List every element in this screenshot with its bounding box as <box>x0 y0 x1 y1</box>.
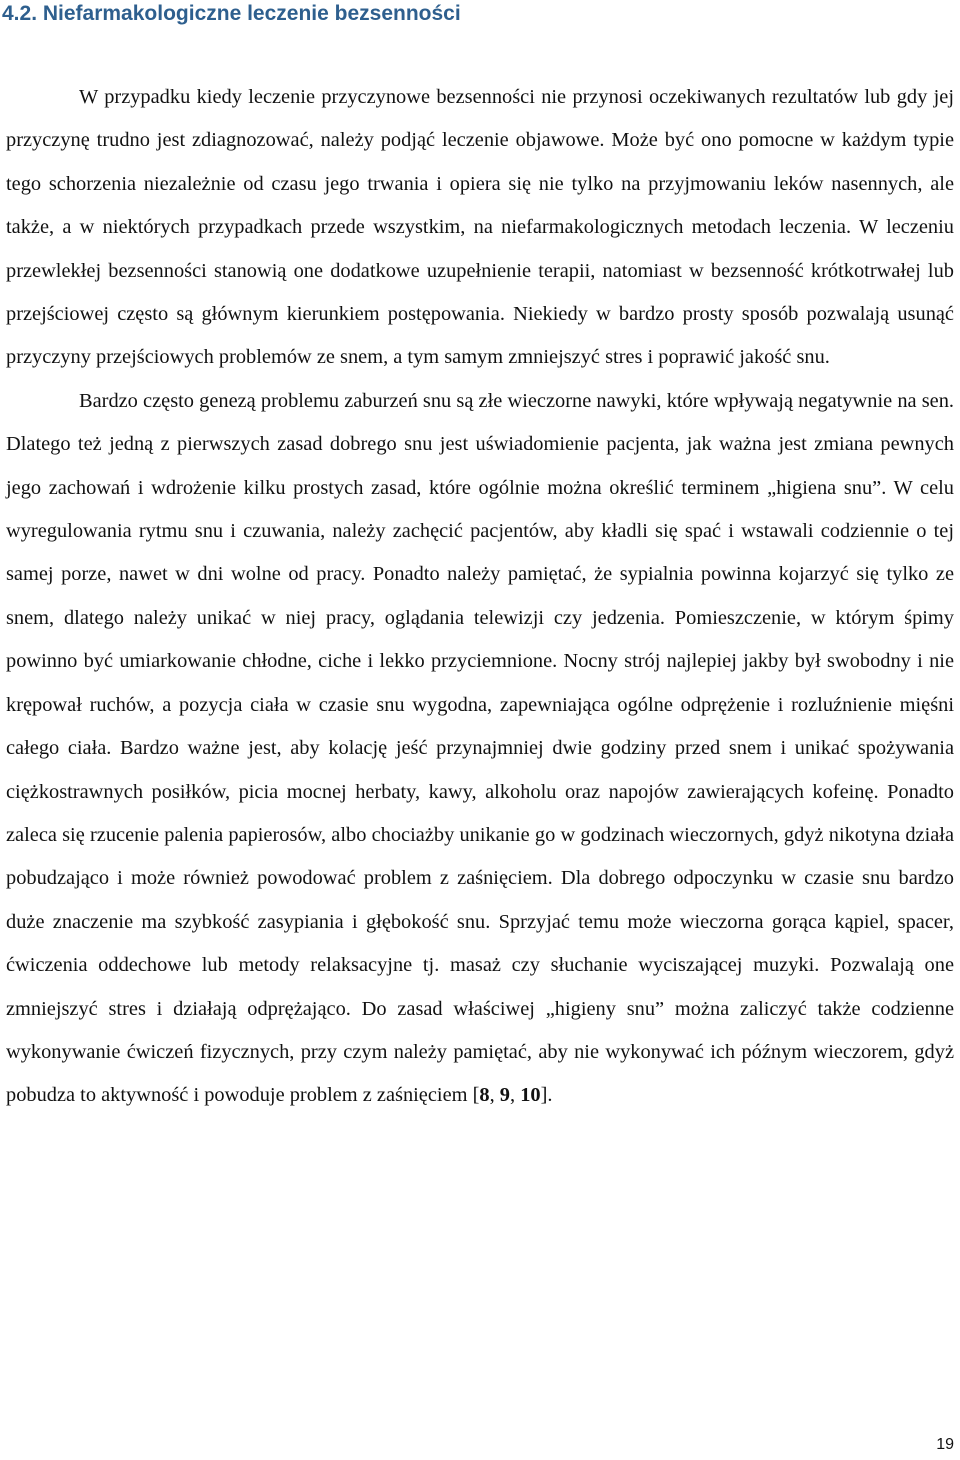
citation-ref-9: 9 <box>499 1084 510 1107</box>
section-body <box>6 76 954 1118</box>
citation-ref-8: 8 <box>479 1084 490 1107</box>
paragraph-1: W przypadku kiedy leczenie przyczynowe bezsenności nie przynosi oczekiwanych rezultatów lub gdy jej przyczynę trudno jest zdiagnozować, należy podjąć leczenie objawowe. Może być ono pomocne w każdym typie tego schorzenia niezależnie od czasu jego trwania i opiera się nie tylko na przyjmowaniu leków nasennych, ale także, a w niektórych przypadkach przede wszystkim, na niefarmakologicznych metodach leczenia. W leczeniu przewlekłej bezsenności stanowią one dodatkowe uzupełnienie terapii, natomiast w bezsenność krótkotrwałej lub przejściowej często są głównym kierunkiem postępowania. Niekiedy w bardzo prosty sposób pozwalają usunąć przyczyny przejściowych problemów ze snem, a tym samym zmniejszyć stres i poprawić jakość snu. <box>6 86 954 369</box>
citation-close: ]. <box>540 1084 553 1107</box>
paragraph-2 <box>6 380 954 1118</box>
citation-ref-10: 10 <box>520 1084 541 1107</box>
paragraph-2-text: Bardzo często genezą problemu zaburzeń snu są złe wieczorne nawyki, które wpływają negatywnie na sen. Dlatego też jedną z pierwszych zasad dobrego snu jest uświadomienie pacjenta, jak ważna jest zmiana pewnych jego zachowań i wdrożenie kilku prostych zasad, które ogólnie można określić terminem „higiena snu”. W celu wyregulowania rytmu snu i czuwania, należy zachęcić pacjentów, aby kładli się spać i wstawali codziennie o tej samej porze, nawet w dni wolne od pracy. Ponadto należy pamiętać, że sypialnia powinna kojarzyć się tylko ze snem, dlatego należy unikać w niej pracy, oglądania telewizji czy jedzenia. Pomieszczenie, w którym śpimy powinno być umiarkowanie chłodne, ciche i lekko przyciemnione. Nocny strój najlepiej jakby był swobodny i nie krępował ruchów, a pozycja ciała w czasie snu wygodna, zapewniająca ogólne odprężenie i rozluźnienie mięśni całego ciała. Bardzo ważne jest, aby kolację jeść przynajmniej dwie godziny przed snem i unikać spożywania ciężkostrawnych posiłków, picia mocnej herbaty, kawy, alkoholu oraz napojów zawierających kofeinę. Ponadto zaleca się rzucenie palenia papierosów, albo chociażby unikanie go w godzinach wieczornych, gdyż nikotyna działa pobudzająco i może również powodować problem z zaśnięciem. Dla dobrego odpoczynku w czasie snu bardzo duże znaczenie ma szybkość zasypiania i głębokość snu. Sprzyjać temu może wieczorna gorąca kąpiel, spacer, ćwiczenia oddechowe lub metody relaksacyjne tj. masaż czy słuchanie wyciszającej muzyki. Pozwalają one zmniejszyć stres i działają odprężająco. Do zasad właściwej „higieny snu” można zaliczyć także codzienne wykonywanie ćwiczeń fizycznych, przy czym należy pamiętać, aby nie wykonywać ich późnym wieczorem, gdyż pobudza to aktywność i powoduje problem z zaśnięciem <box>6 389 954 1107</box>
citation-separator: , <box>489 1084 500 1107</box>
section-heading: 4.2. Niefarmakologiczne leczenie bezsenności <box>2 2 461 25</box>
citation-open: [ <box>467 1084 480 1107</box>
page-number: 19 <box>936 1436 954 1453</box>
citation-separator: , <box>510 1084 521 1107</box>
